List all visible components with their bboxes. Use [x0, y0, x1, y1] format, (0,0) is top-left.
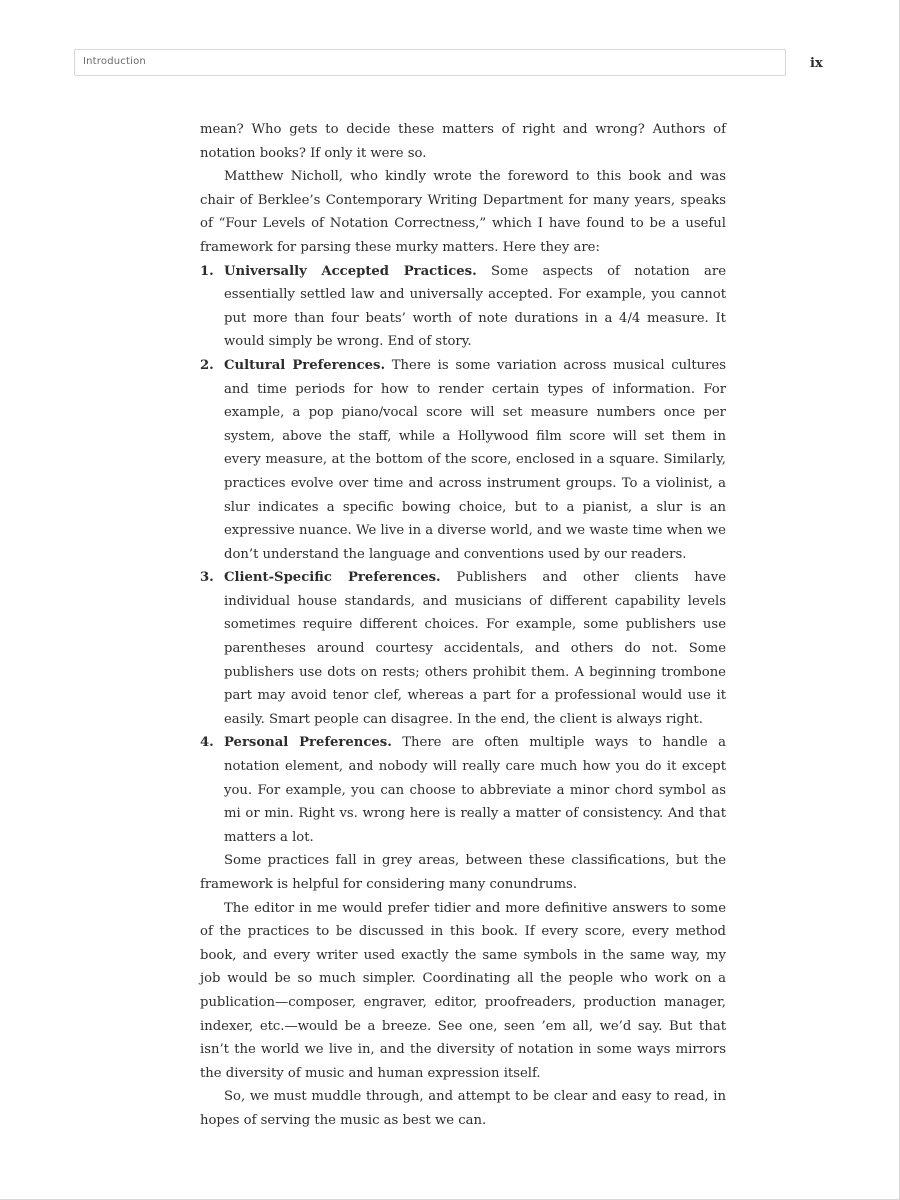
- correctness-levels-list: [200, 260, 726, 850]
- list-item-number: 1.: [200, 263, 214, 279]
- list-item: [200, 260, 726, 354]
- running-head-title: Introduction: [83, 56, 146, 67]
- list-item-title: Client-Specific Preferences.: [224, 570, 441, 586]
- list-item-text: Some aspects of notation are essentially settled law and universally accepted. For example, you cannot put more than four beats’ worth of note durations in a 4/4 measure. It would simply be wrong. End of story.: [224, 263, 726, 350]
- list-item: [200, 731, 726, 849]
- page-number: ix: [810, 56, 823, 71]
- paragraph-editor: The editor in me would prefer tidier and more definitive answers to some of the practices to be discussed in this book. If every score, every method book, and every writer used exactly the same symbols in the same way, my job would be so much simpler. Coordinating all the people who work on a publication—composer, engraver, editor, proofreaders, production manager, indexer, etc.—would be a breeze. See one, seen ’em all, we’d say. But that isn’t the world we live in, and the diversity of notation in some ways mirrors the diversity of music and human expression itself.: [200, 900, 726, 1081]
- paragraph-grey-areas: Some practices fall in grey areas, between these classifications, but the framework is helpful for considering many conundrums.: [200, 853, 726, 892]
- list-item-title: Cultural Preferences.: [224, 357, 386, 373]
- list-item-number: 3.: [200, 570, 214, 586]
- body-text: [200, 118, 726, 1133]
- list-item-text: There are often multiple ways to handle a notation element, and nobody will really care much how you do it except you. For example, you can choose to abbreviate a minor chord symbol as mi or min. Right vs. wrong here is really a matter of consistency. And that matters a lot.: [224, 735, 726, 845]
- list-item-title: Personal Preferences.: [224, 735, 392, 751]
- running-head-box: [74, 49, 786, 76]
- paragraph-intro-levels: Matthew Nicholl, who kindly wrote the foreword to this book and was chair of Berklee’s Contemporary Writing Department for many years, speaks of “Four Levels of Notation Correctness,” which I have found to be a useful framework for parsing these murky matters. Here they are:: [200, 169, 726, 255]
- paragraph-conclusion: So, we must muddle through, and attempt to be clear and easy to read, in hopes of serving the music as best we can.: [200, 1089, 726, 1128]
- list-item-text: There is some variation across musical cultures and time periods for how to render certain types of information. For example, a pop piano/vocal score will set measure numbers once per system, above the staff, while a Hollywood film score will set them in every measure, at the bottom of the score, enclosed in a square. Similarly, practices evolve over time and across instrument groups. To a violinist, a slur indicates a specific bowing choice, but to a pianist, a slur is an expressive nuance. We live in a diverse world, and we waste time when we don’t understand the language and conventions used by our readers.: [224, 357, 727, 562]
- list-item-title: Universally Accepted Practices.: [224, 263, 477, 279]
- list-item-number: 4.: [200, 735, 214, 751]
- list-item: [200, 566, 726, 731]
- paragraph-continued: mean? Who gets to decide these matters of right and wrong? Authors of notation books? If only it were so.: [200, 122, 726, 161]
- list-item-number: 2.: [200, 357, 214, 373]
- list-item-text: Publishers and other clients have individual house standards, and musicians of different capability levels sometimes require different choices. For example, some publishers use parentheses around courtesy accidentals, and others do not. Some publishers use dots on rests; others prohibit them. A beginning trombone part may avoid tenor clef, whereas a part for a professional would use it easily. Smart people can disagree. In the end, the client is always right.: [224, 570, 726, 727]
- list-item: [200, 354, 726, 566]
